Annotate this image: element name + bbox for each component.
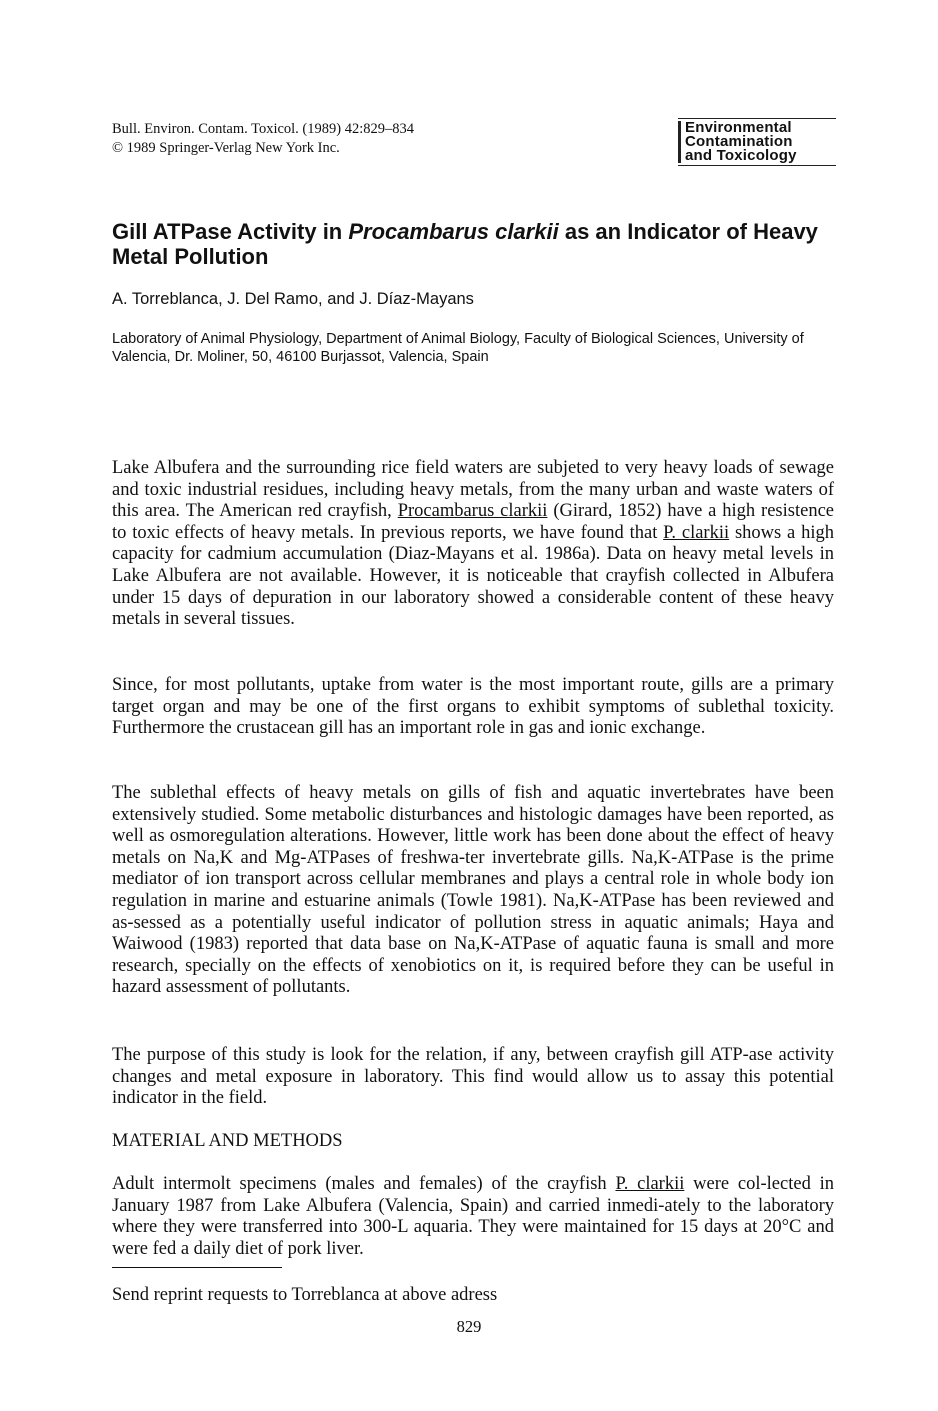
logo-line-3: and Toxicology: [685, 147, 797, 164]
logo-line-1: Environmental: [685, 119, 792, 136]
citation-line-1: Bull. Environ. Contam. Toxicol. (1989) 42:829–834: [112, 121, 414, 137]
paragraph-introduction-1: [112, 458, 834, 631]
author-affiliation: Laboratory of Animal Physiology, Department of Animal Biology, Faculty of Biological Sciences, University of Valencia, Dr. Moliner, 50, 46100 Burjassot, Valencia, Spain: [112, 331, 804, 365]
title-species: Procambarus clarkii: [348, 219, 559, 244]
logo-line-2: Contamination: [685, 133, 793, 150]
section-heading-methods: MATERIAL AND METHODS: [112, 1131, 343, 1151]
p1-species-1: Procambarus clarkii: [397, 501, 548, 522]
footnote-rule: [112, 1267, 282, 1268]
paragraph-methods-1: [112, 1174, 834, 1260]
p1-text-c: shows a high capacity for cadmium accumulation (Diaz-Mayans et al. 1986a). Data on heavy metal levels in Lake Albufera are not available. However, it is noticeable that crayfish collected in Albufera under 15 days of depuration in our laboratory showed a considerable content of these heavy metals in several tissues.: [112, 522, 834, 630]
title-part-2: as an Indicator of Heavy Metal Pollution: [112, 219, 818, 269]
p1-text-b: (Girard, 1852) have a high resistence to toxic effects of heavy metals. In previous reports, we have found that: [112, 501, 834, 543]
title-part-1: Gill ATPase Activity in: [112, 219, 349, 244]
p1-text-a: Lake Albufera and the surrounding rice field waters are subjeted to very heavy loads of sewage and toxic industrial residues, including heavy metals, from the many urban and waste waters of this area. The American red crayfish,: [112, 458, 834, 522]
p1-species-2: P. clarkii: [663, 522, 730, 543]
paragraph-introduction-4: The purpose of this study is look for the relation, if any, between crayfish gill ATP-ase activity changes and metal exposure in laboratory. This find would allow us to assay this potential indicator in the field.: [112, 1045, 834, 1109]
footnote-reprint: Send reprint requests to Torreblanca at above adress: [112, 1285, 498, 1305]
citation-line-2: © 1989 Springer-Verlag New York Inc.: [112, 140, 340, 156]
p5-text-b: were col-lected in January 1987 from Lake Albufera (Valencia, Spain) and carried inmedi-ately to the laboratory where they were transferred into 300-L aquaria. They were maintained for 15 days at 20°C and were fed a daily diet of pork liver.: [112, 1174, 835, 1259]
paragraph-introduction-2: Since, for most pollutants, uptake from water is the most important route, gills are a primary target organ and may be one of the first organs to exhibit symptoms of sublethal toxicity. Furthermore the crustacean gill has an important role in gas and ionic exchange.: [112, 675, 834, 739]
paragraph-introduction-3: The sublethal effects of heavy metals on gills of fish and aquatic invertebrates have been extensively studied. Some metabolic disturbances and histologic damages have been reported, as well as osmoregulation alterations. However, little work has been done about the effect of heavy metals on Na,K and Mg-ATPases of freshwa-ter invertebrate gills. Na,K-ATPase is the prime mediator of ion transport across cellular membranes and plays a central role in whole body ion regulation in marine and estuarine animals (Towle 1981). Na,K-ATPase has been reviewed and as-sessed as a potentially useful indicator of pollution stress in aquatic animals; Haya and Waiwood (1983) reported that data base on Na,K-ATPase of aquatic fauna is small and more research, specially on the effects of xenobiotics on it, is required before they can be useful in hazard assessment of pollutants.: [112, 783, 834, 998]
logo-bottom-rule: [678, 165, 836, 166]
page-number: 829: [456, 1317, 482, 1336]
journal-logo: [678, 116, 836, 168]
citation-block: [112, 120, 414, 158]
p5-text-a: Adult intermolt specimens (males and females) of the crayfish: [112, 1174, 616, 1194]
paper-title: [112, 219, 832, 269]
author-list: A. Torreblanca, J. Del Ramo, and J. Díaz-Mayans: [112, 290, 474, 308]
logo-text-block: [678, 121, 836, 163]
p5-species: P. clarkii: [615, 1174, 685, 1194]
